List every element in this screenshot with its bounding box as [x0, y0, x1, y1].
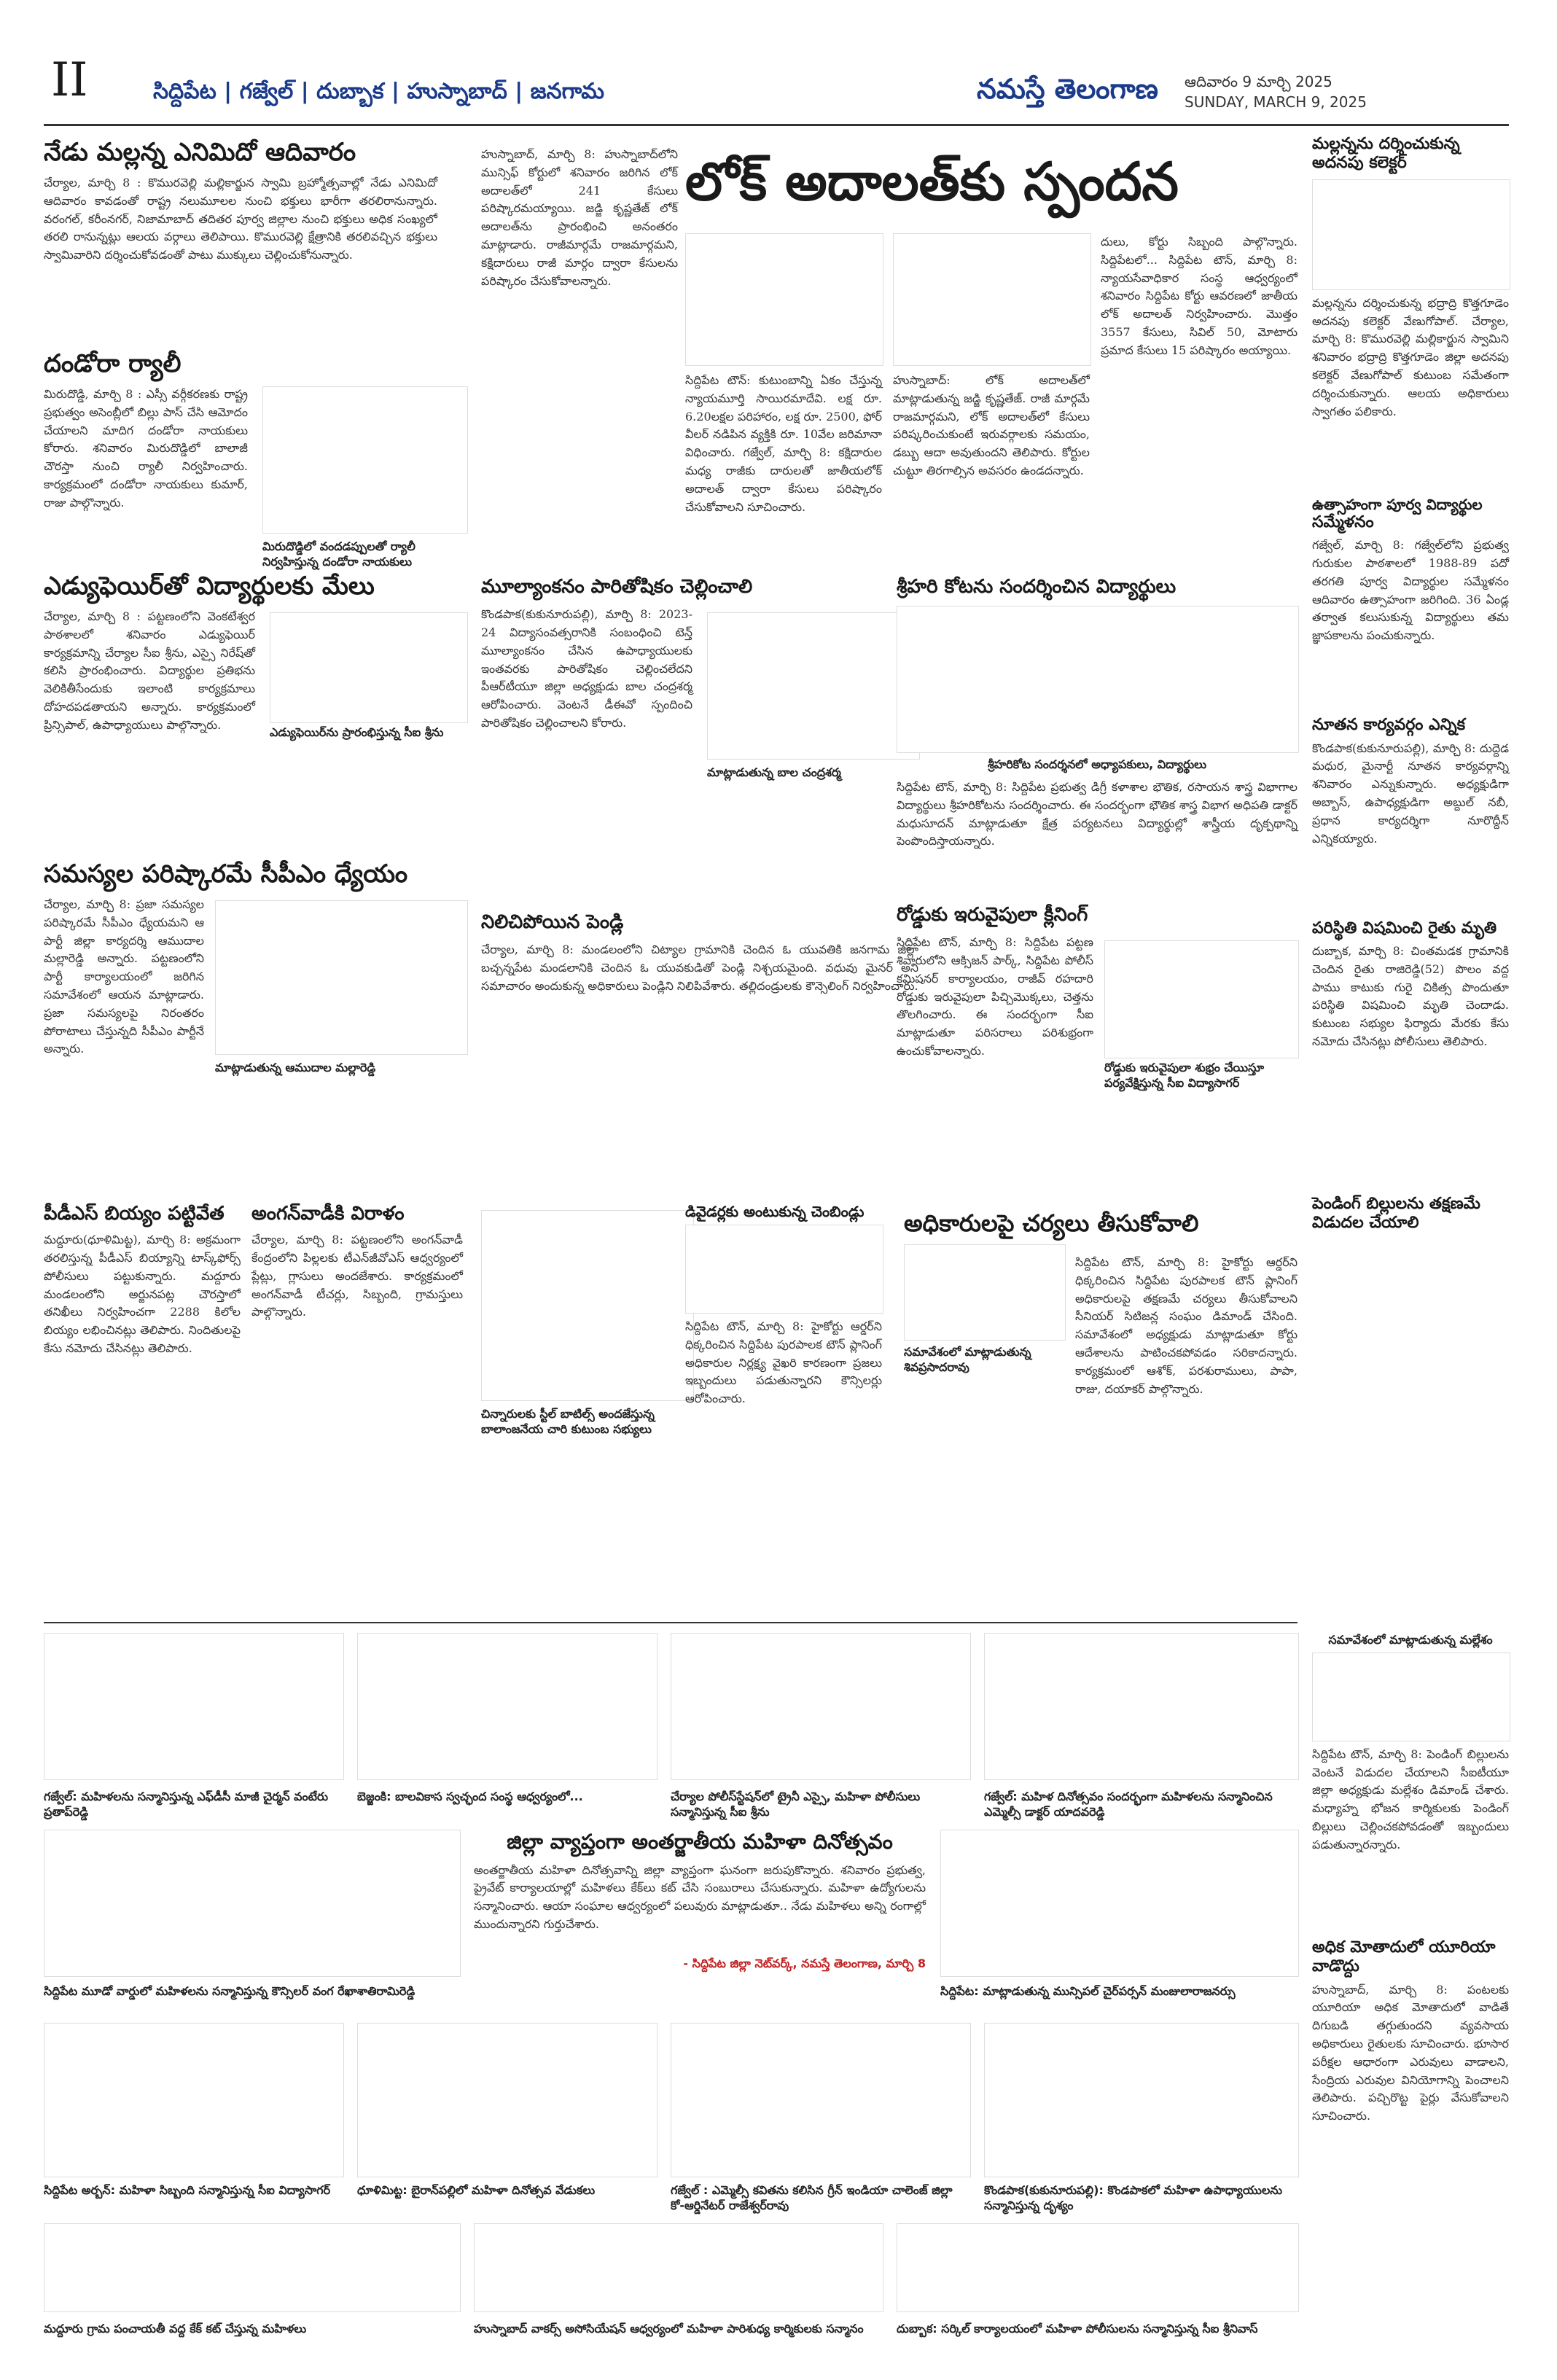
- wd-caption-7: సిద్దిపేట అర్బన్: మహిళా సిబ్బంది సన్మానిస్తున్న సీఐ విద్యాసాగర్: [44, 2183, 331, 2197]
- wd-photo-2: [357, 1633, 657, 1780]
- article-body: సిద్దిపేట టౌన్, మార్చి 8: హైకోర్టు ఆర్డర్‌ని ధిక్కరించిన సిద్దిపేట పురపాలక టౌన్ ప్లానింగ్ అధికారులపై తక్షణమే చర్యలు తీసుకోవాలని సీనియర్ సిటిజన్ల సంఘం డిమాండ్ చేసింది. సమావేశంలో అధ్యక్షుడు మాట్లాడుతూ కోర్టు ఆదేశాలను పాటించకపోవడం సరికాదన్నారు. కార్యక్రమంలో ఆశోక్, పరశురాములు, పాపా, రాజు, దయాకర్ పాల్గొన్నారు.: [1075, 1255, 1298, 1396]
- wd-caption-2: బెజ్జంకి: బాలవికాస స్వచ్ఛంద సంస్థ ఆధ్వర్యంలో...: [357, 1790, 583, 1803]
- wd-photo-4: [984, 1633, 1299, 1780]
- wd-caption-5: సిద్దిపేట మూడో వార్డులో మహిళలను సన్మానిస్తున్న కౌన్సిలర్ వంగ రేఖాశాతిరామిరెడ్డి: [44, 1984, 415, 1998]
- wd-photo-13: [897, 2223, 1299, 2312]
- lok-adalat-col3: దులు, కోర్టు సిబ్బంది పాల్గొన్నారు. సిద్దిపేటలో... సిద్దిపేట టౌన్, మార్చి 8: న్యాయసేవాధికార సంస్థ ఆధ్వర్యంలో శనివారం సిద్దిపేట కోర్టు ఆవరణలో జాతీయ లోక్ అదాలత్ నిర్వహించారు. మొత్తం 3557 కేసులు, సివిల్ 50, మోటారు ప్రమాద కేసులు 15 పరిష్కారం అయ్యాయి.: [1101, 235, 1298, 357]
- photo-caption: మాట్లాడుతున్న ఆముదాల మల్లారెడ్డి: [215, 1061, 376, 1074]
- wd-caption-10: కొండపాక(కుకునూరుపల్లి): కొండపాకలో మహిళా ఉపాధ్యాయులను సన్మానిస్తున్న దృశ్యం: [984, 2183, 1283, 2212]
- headline: డివైడర్లకు అంటుకున్న చెంబిండ్లు: [685, 1203, 865, 1220]
- article-body: అంతర్జాతీయ మహిళా దినోత్సవాన్ని జిల్లా వ్యాప్తంగా ఘనంగా జరుపుకొన్నారు. శనివారం ప్రభుత్వ, ప్రైవేట్ కార్యాలయాల్లో మహిళలు కేక్‌లు కట్ చేసి సంబురాలు చేసుకున్నారు. మహిళా ఉద్యోగులను సన్మానించారు. ఆయా సంఘాల ఆధ్వర్యంలో పలువురు మాట్లాడుతూ.. నేడు మహిళలు అన్ని రంగాల్లో ముందున్నారని గుర్తుచేశారు.: [474, 1862, 926, 1931]
- date-telugu: ఆదివారం 9 మార్చి 2025: [1185, 73, 1332, 90]
- article-dandora: [44, 349, 467, 569]
- headline: సమస్యల పరిష్కారమే సీపీఎం ధ్యేయం: [44, 859, 408, 889]
- right-column-lower: [1312, 1633, 1509, 2287]
- dateline: [1185, 71, 1367, 112]
- road-photo: [1104, 940, 1299, 1058]
- anganwadi-photo: [481, 1210, 694, 1401]
- wd-photo-3: [671, 1633, 971, 1780]
- valuation-photo: [707, 612, 920, 760]
- wd-caption-13: దుబ్బాక: సర్కిల్ కార్యాలయంలో మహిళా పోలీసులను సన్మానిస్తున్న సీఐ శ్రీనివాస్: [897, 2322, 1258, 2336]
- article-body: చేర్యాల, మార్చి 8 : పట్టణంలోని వెంకటేశ్వర పాఠశాలలో శనివారం ఎడ్యుఫెయిర్ కార్యక్రమాన్ని చేర్యాల సీఐ శ్రీను, ఎస్సై నిరేష్‌తో కలిసి ప్రారంభించారు. విద్యార్థుల ప్రతిభను వెలికితీసేందుకు ఇలాంటి కార్యక్రమాలు దోహదపడతాయని అన్నారు. కార్యక్రమంలో ప్రిన్సిపాల్, ఉపాధ్యాయులు పాల్గొన్నారు.: [44, 609, 255, 732]
- section-rule: [44, 1622, 1298, 1623]
- page-number: II: [51, 53, 88, 107]
- wd-photo-12: [474, 2223, 883, 2312]
- wd-caption-8: ధూళిమిట్ట: బైరాన్‌పల్లిలో మహిళా దినోత్సవ వేడుకలు: [357, 2183, 596, 2197]
- article-body-urea: హుస్నాబాద్, మార్చి 8: పంటలకు యూరియా అధిక మోతాదులో వాడితే దిగుబడి తగ్గుతుందని వ్యవసాయ అధికారులు రైతులకు సూచించారు. భూసార పరీక్షల ఆధారంగా ఎరువులు వాడాలని, సేంద్రియ ఎరువుల వినియోగాన్ని పెంచాలని తెలిపారు. పచ్చిరొట్ట పైర్లు వేసుకోవాలని సూచించారు.: [1312, 1982, 1509, 2123]
- headline: రోడ్డుకు ఇరువైపులా క్లీనింగ్: [897, 904, 1088, 926]
- photo-caption: మిరుదొడ్డిలో వందడప్పులతో ర్యాలీ నిర్వహిస్తున్న దండోరా నాయకులు: [262, 539, 415, 569]
- headline: అధికారులపై చర్యలు తీసుకోవాలి: [904, 1209, 1199, 1237]
- article-body: చేర్యాల, మార్చి 8: పట్టణంలోని అంగన్‌వాడీ కేంద్రంలోని పిల్లలకు టీఎన్‌జీవోఎస్ ఆధ్వర్యంలో ప్లేట్లు, గ్లాసులు అందజేశారు. కార్యక్రమంలో అంగన్‌వాడీ టీచర్లు, సిబ్బంది, గ్రామస్తులు పాల్గొన్నారు.: [251, 1233, 463, 1319]
- article-womens-day: [474, 1830, 926, 1973]
- wd-caption-11: మద్దూరు గ్రామ పంచాయతీ వద్ద కేక్ కట్ చేస్తున్న మహిళలు: [44, 2322, 307, 2336]
- headline: మూల్యాంకనం పారితోషికం చెల్లించాలి: [481, 576, 753, 598]
- article-body: కొండపాక(కుకునూరుపల్లి), మార్చి 8: 2023-24 విద్యాసంవత్సరానికి సంబంధించి టెన్త్ మూల్యాంకనం చేసిన ఉపాధ్యాయులకు ఇంతవరకు పారితోషికం చెల్లించలేదని పీఆర్‌టీయూ జిల్లా అధ్యక్షుడు బాల చంద్రశర్మ ఆరోపించారు. వెంటనే డీఈవో స్పందించి పారితోషికం చెల్లించాలని కోరారు.: [481, 607, 692, 730]
- edition-line: సిద్దిపేట | గజ్వేల్ | దుబ్బాక | హుస్నాబాద్ | జనగామ: [153, 79, 605, 104]
- collector-photo: [1312, 179, 1510, 290]
- wd-caption-6: సిద్దిపేట: మాట్లాడుతున్న మున్సిపల్ చైర్‌పర్సన్ మంజులారాజనర్సు: [940, 1984, 1236, 1998]
- photo-caption: మాట్లాడుతున్న బాల చంద్రశర్మ: [707, 765, 841, 779]
- article-body-farmer: దుబ్బాక, మార్చి 8: చింతమడక గ్రామానికి చెందిన రైతు రాజిరెడ్డి(52) పొలం వద్ద పాము కాటుకు గురై చికిత్స పొందుతూ పరిస్థితి విషమించి మృతి చెందాడు. కుటుంబ సభ్యుల ఫిర్యాదు మేరకు కేసు నమోదు చేసినట్లు పోలీసులు తెలిపారు.: [1312, 943, 1509, 1048]
- article-body: సిద్దిపేట టౌన్, మార్చి 8: హైకోర్టు ఆర్డర్‌ని ధిక్కరించిన సిద్దిపేట పురపాలక టౌన్ ప్లానింగ్ అధికారుల నిర్లక్ష్య వైఖరి కారణంగా ప్రజలు ఇబ్బందులు పడుతున్నారని కౌన్సిలర్లు ఆరోపించారు.: [685, 1319, 882, 1406]
- date-english: SUNDAY, MARCH 9, 2025: [1185, 93, 1367, 111]
- article-anganwadi: [251, 1203, 463, 1472]
- wd-photo-1: [44, 1633, 344, 1780]
- headline: నేడు మల్లన్న ఎనిమిదో ఆదివారం: [44, 138, 356, 167]
- headline: ఎడ్యుఫెయిర్‌తో విద్యార్థులకు మేలు: [44, 571, 375, 601]
- article-marriage: [481, 911, 918, 1174]
- dandora-photo: [262, 386, 468, 534]
- drainage-photo: [685, 1225, 883, 1314]
- article-body-alumni: గజ్వేల్, మార్చి 8: గజ్వేల్‌లోని ప్రభుత్వ గురుకుల పాఠశాలలో 1988-89 పదో తరగతి పూర్వ విద్యార్థుల సమ్మేళనం ఆదివారం ఉత్సాహంగా జరిగింది. 36 ఏండ్ల తర్వాత కలుసుకున్న విద్యార్థులు తమ జ్ఞాపకాలను పంచుకున్నారు.: [1312, 538, 1509, 643]
- srihari-photo: [897, 606, 1299, 753]
- lead-headline: లోక్ అదాలత్‌కు స్పందన: [685, 151, 1179, 212]
- article-valuation: [481, 576, 918, 861]
- headline-bills: పెండింగ్ బిల్లులను తక్షణమే విడుదల చేయాలి: [1312, 1194, 1480, 1233]
- article-body: చేర్యాల, మార్చి 8 : కొమురవెల్లి మల్లికార్జున స్వామి బ్రహ్మోత్సవాల్లో నేడు ఎనిమిదో ఆదివారం కావడంతో రాష్ట్ర నలుమూలల నుంచి భక్తులు భారీగా తరలిరానున్నారు. వరంగల్, కరీంనగర్, నిజామాబాద్ తదితర పూర్వ జిల్లాల నుంచి భక్తులు అధిక సంఖ్యలో తరలి రానున్నట్లు ఆలయ వర్గాలు తెలిపాయి. కొమురవెల్లి క్షేత్రానికి తరలివచ్చిన భక్తులు స్వామివారిని దర్శించుకోవడంతో పాటు ముక్కులు చెల్లించుకోనున్నారు.: [44, 176, 437, 262]
- headline-farmer: పరిస్థితి విషమించి రైతు మృతి: [1312, 918, 1497, 937]
- officials-photo: [904, 1244, 1066, 1341]
- headline: దండోరా ర్యాలీ: [44, 349, 182, 378]
- article-body: చేర్యాల, మార్చి 8: ప్రజా సమస్యల పరిష్కారమే సీపీఎం ధ్యేయమని ఆ పార్టీ జిల్లా కార్యదర్శి ఆముదాల మల్లారెడ్డి అన్నారు. పట్టణంలోని పార్టీ కార్యాలయంలో జరిగిన సమావేశంలో ఆయన మాట్లాడారు. ప్రజా సమస్యలపై నిరంతరం పోరాటాలు చేస్తున్నది సీపీఎం పార్టీనే అన్నారు.: [44, 897, 204, 1056]
- anganwadi-caption: చిన్నారులకు స్టీల్ బాటిల్స్ అందజేస్తున్న బాలాంజనేయ చారి కుటుంబ సభ్యులు: [481, 1407, 655, 1436]
- photo-caption: ఎడ్యుఫెయిర్‌ను ప్రారంభిస్తున్న సీఐ శ్రీను: [270, 725, 444, 739]
- photo-caption: శ్రీహరికోట సందర్శనలో అధ్యాపకులు, విద్యార్థులు: [987, 757, 1207, 772]
- education-photo: [270, 612, 468, 723]
- wd-caption-1: గజ్వేల్: మహిళలను సన్మానిస్తున్న ఎఫ్‌డీసీ మాజీ చైర్మన్ వంటేరు ప్రతాప్‌రెడ్డి: [44, 1790, 328, 1819]
- wd-photo-7: [44, 2023, 344, 2177]
- article-srihari: [897, 576, 1298, 910]
- article-pds: [44, 1203, 241, 1472]
- lok-adalat-col2: హుస్నాబాద్: లోక్ అదాలత్‌లో మాట్లాడుతున్న జడ్జి కృష్ణతేజ్. రాజీ మార్గమే రాజమార్గమని, లోక్ అదాలత్‌లో కేసులు పరిష్కరించుకుంటే ఇరువర్గాలకు సమయం, డబ్బు ఆదా అవుతుందని తెలిపారు. కోర్టుల చుట్టూ తిరగాల్సిన అవసరం ఉండదన్నారు.: [893, 373, 1090, 477]
- lok-adalat-continuation: హుస్నాబాద్, మార్చి 8: హుస్నాబాద్‌లోని మున్సిఫ్ కోర్టులో శనివారం జరిగిన లోక్ అదాలత్‌లో 241 కేసులు పరిష్కారమయ్యాయి. జడ్జి కృష్ణతేజ్ లోక్ అదాలత్‌ను ప్రారంభించి అనంతరం మాట్లాడారు. రాజీమార్గమే రాజమార్గమని, కక్షిదారులు రాజీ మార్గం ద్వారా కేసులను పరిష్కారం చేసుకోవాలన్నారు.: [481, 147, 678, 288]
- article-body-bills: సిద్దిపేట టౌన్, మార్చి 8: పెండింగ్ బిల్లులను వెంటనే విడుదల చేయాలని సీఐటీయూ జిల్లా అధ్యక్షుడు మల్లేశం డిమాండ్ చేశారు. మధ్యాహ్న భోజన కార్మికులకు పెండింగ్ బిల్లులు చెల్లించకపోవడంతో ఇబ్బందులు పడుతున్నారన్నారు.: [1312, 1747, 1509, 1852]
- right-column: [1312, 135, 1509, 1233]
- article-drainage: [685, 1203, 882, 1449]
- wd-photo-11: [44, 2223, 461, 2312]
- wd-caption-3: చేర్యాల పోలీస్‌స్టేషన్‌లో ట్రైనీ ఎస్సై, మహిళా పోలీసులు సన్మానిస్తున్న సీఐ శ్రీను: [671, 1790, 921, 1819]
- headline: జిల్లా వ్యాప్తంగా అంతర్జాతీయ మహిళా దినోత్సవం: [507, 1830, 893, 1854]
- article-body: చేర్యాల, మార్చి 8: మండలంలోని చిట్యాల గ్రామానికి చెందిన ఓ యువతికి జనగామ జిల్లా బచ్చన్నపేట మండలానికి చెందిన ఓ యువకుడితో పెండ్లి నిశ్చయమైంది. వధువు మైనర్ అని సమాచారం అందుకున్న అధికారులు పెండ్లిని నిలిపివేశారు. తల్లిదండ్రులకు కౌన్సెలింగ్ నిర్వహించారు.: [481, 943, 918, 993]
- article-cpm: [44, 859, 467, 1074]
- wd-caption-12: హుస్నాబాద్ వాకర్స్ అసోసియేషన్ ఆధ్వర్యంలో మహిళా పారిశుధ్య కార్మికులకు సన్మానం: [474, 2322, 864, 2336]
- headline: శ్రీహరి కోటను సందర్శించిన విద్యార్థులు: [897, 576, 1176, 598]
- wd-caption-9: గజ్వేల్ : ఎమ్మెల్సీ కవితను కలిసిన గ్రీన్ ఇండియా చాలెంజ్ జిల్లా కో-ఆర్డినేటర్ రాజేశ్వర్‌రావు: [671, 2183, 953, 2212]
- newspaper-brand: నమస్తే తెలంగాణ: [977, 73, 1158, 105]
- byline: - సిద్దిపేట జిల్లా నెట్‌వర్క్, నమస్తే తెలంగాణ, మార్చి 8: [683, 1956, 926, 1970]
- headline-collector: మల్లన్నను దర్శించుకున్న అదనపు కలెక్టర్: [1312, 135, 1460, 173]
- headline: అంగన్‌వాడీకి విరాళం: [251, 1203, 405, 1225]
- lok-adalat-photo-1: [685, 233, 883, 366]
- bills-photo: [1312, 1653, 1510, 1741]
- article-body: మిరుదొడ్డి, మార్చి 8 : ఎస్సీ వర్గీకరణకు రాష్ట్ర ప్రభుత్వం అసెంబ్లీలో బిల్లు పాస్ చేసి ఆమోదం చేయాలని మాదిగ దండోరా నాయకులు కోరారు. శనివారం మిరుదొడ్డిలో బాలాజీ చౌరస్తా నుంచి ర్యాలీ నిర్వహించారు. కార్యక్రమంలో దండోరా నాయకులు కుమార్, రాజు పాల్గొన్నారు.: [44, 387, 248, 510]
- photo-caption: సమావేశంలో మాట్లాడుతున్న శివప్రసాదరావు: [904, 1344, 1031, 1374]
- headline-committee: నూతన కార్యవర్గం ఎన్నిక: [1312, 716, 1466, 735]
- headline: పీడీఎస్ బియ్యం పట్టివేత: [44, 1203, 225, 1225]
- headline-alumni: సమ్మేళనం: [1312, 512, 1374, 531]
- article-body-committee: కొండపాక(కుకునూరుపల్లి), మార్చి 8: దుద్దెడ మధుర, మైనార్టీ నూతన కార్యవర్గాన్ని శనివారం ఎన్నుకున్నారు. అధ్యక్షుడిగా అబ్బాస్, ఉపాధ్యక్షుడిగా అబ్దుల్ నబీ, ప్రధాన కార్యదర్శిగా నూరొద్దీన్ ఎన్నికయ్యారు.: [1312, 741, 1509, 846]
- article-body: సిద్దిపేట టౌన్, మార్చి 8: సిద్దిపేట పట్టణ శివారులోని ఆక్సిజన్ పార్క్, సిద్దిపేట పోలీస్ కమిషనర్ కార్యాలయం, రాజీవ్ రహదారి రోడ్డుకు ఇరువైపులా పిచ్చిమొక్కలు, చెత్తను తొలగించారు. ఈ సందర్భంగా సీఐ మాట్లాడుతూ పరిసరాలు పరిశుభ్రంగా ఉంచుకోవాలన్నారు.: [897, 935, 1093, 1058]
- wd-photo-10: [984, 2023, 1299, 2177]
- article-education: [44, 572, 467, 768]
- article-officials: [904, 1209, 1298, 1396]
- masthead-rule: [44, 124, 1509, 126]
- article-road: [897, 904, 1298, 1160]
- wd-photo-9: [671, 2023, 971, 2177]
- article-body: మద్దూరు(ధూళిమిట్ట), మార్చి 8: అక్రమంగా తరలిస్తున్న పీడీఎస్ బియ్యాన్ని టాస్క్‌ఫోర్స్ పోలీసులు పట్టుకున్నారు. మద్దూరు మండలంలోని అర్జునపట్ల చౌరస్తాలో తనిఖీలు నిర్వహించగా 2288 కిలోల బియ్యం లభించినట్లు తెలిపారు. నిందితులపై కేసు నమోదు చేసినట్లు తెలిపారు.: [44, 1233, 241, 1355]
- wd-caption-4: గజ్వేల్: మహిళ దినోత్సవం సందర్భంగా మహిళలను సన్మానించిన ఎమ్మెల్సీ డాక్టర్ యాదవరెడ్డి: [984, 1790, 1273, 1819]
- article-body-collector: మల్లన్నను దర్శించుకున్న భద్రాద్రి కొత్తగూడెం అదనపు కలెక్టర్ వేణుగోపాల్. చేర్యాల, మార్చి 8: కొమురవెల్లి మల్లికార్జున స్వామిని శనివారం భద్రాద్రి కొత్తగూడెం జిల్లా అదనపు కలెక్టర్ వేణుగోపాల్ కుటుంబ సమేతంగా దర్శించుకున్నారు. ఆలయ అధికారులు స్వాగతం పలికారు.: [1312, 295, 1509, 418]
- headline-urea: అధిక మోతాదులో యూరియా వాడొద్దు: [1312, 1938, 1496, 1976]
- article-body: సిద్దిపేట టౌన్, మార్చి 8: సిద్దిపేట ప్రభుత్వ డిగ్రీ కళాశాల భౌతిక, రసాయన శాస్త్ర విభాగాల విద్యార్థులు శ్రీహరికోటను సందర్శించారు. ఈ సందర్భంగా భౌతిక శాస్త్ర విభాగ అధిపతి డాక్టర్ మధుసూదన్ మాట్లాడుతూ క్షేత్ర పర్యటనలు విద్యార్థుల్లో శాస్త్రీయ దృక్పథాన్ని పెంపొందిస్తాయన్నారు.: [897, 779, 1298, 848]
- cpm-photo: [215, 900, 468, 1055]
- wd-photo-6: [940, 1830, 1299, 1977]
- wd-photo-5: [44, 1830, 461, 1977]
- kicker-alumni: ఉత్సాహంగా పూర్వ విద్యార్థుల: [1312, 495, 1483, 513]
- article-mallanna: [44, 138, 437, 356]
- bills-caption: సమావేశంలో మాట్లాడుతున్న మల్లేశం: [1328, 1633, 1493, 1647]
- headline: నిలిచిపోయిన పెండ్లి: [481, 911, 624, 933]
- lok-adalat-photo-2: [893, 233, 1091, 366]
- photo-caption: రోడ్డుకు ఇరువైపులా శుభ్రం చేయిస్తూ పర్యవేక్షిస్తున్న సీఐ విద్యాసాగర్: [1104, 1061, 1265, 1090]
- wd-photo-8: [357, 2023, 657, 2177]
- lok-adalat-col1: సిద్దిపేట టౌన్: కుటుంబాన్ని ఏకం చేస్తున్న న్యాయమూర్తి సాయిరమాదేవి. లక్ష రూ. 6.20లక్షల పరిహారం, లక్ష రూ. 2500, ఫోర్ వీలర్ నడిపిన వ్యక్తికి రూ. 10వేల జరిమానా విధించారు. గజ్వేల్, మార్చి 8: కక్షిదారుల మధ్య రాజీకు దారులతో జాతీయలోక్ అదాలత్ ద్వారా కేసులు పరిష్కారం చేసుకోవాలని సూచించారు.: [685, 373, 882, 514]
